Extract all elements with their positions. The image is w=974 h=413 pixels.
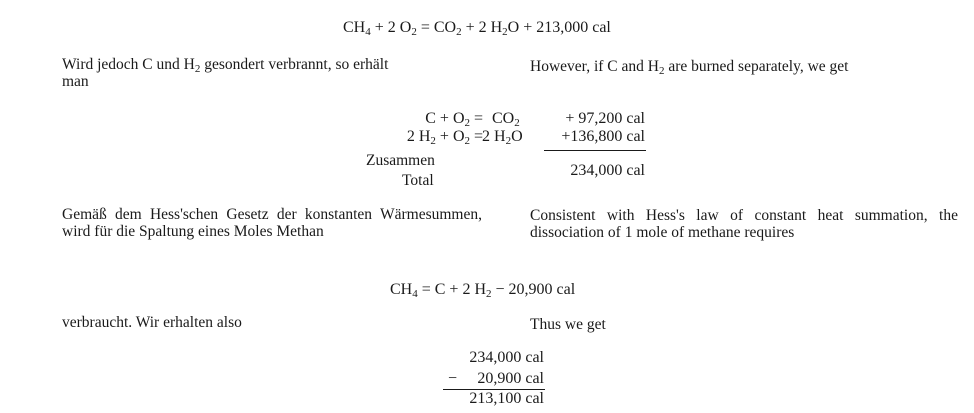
sum-underline [544,150,646,151]
paragraph-3-german: verbraucht. Wir erhalten also [62,314,242,331]
sum-label-german: Zusammen [366,152,435,169]
sum-row-1-value: + 97,200 cal [565,110,645,127]
paragraph-2-english: Consistent with Hess's law of constant heat summation, the dissociation of 1 mole of methane requires [530,207,958,241]
sum-row-2-equals: = [474,128,484,145]
sum-row-1-right: $CO_2$ [492,110,520,129]
equation-methane-combustion: $CH_4 + 2$ $O_2 = CO_2 + 2$ $H_2O + 213,000$ cal [343,19,611,38]
paragraph-1-english: However, if C and $H_2$ are burned separately, we get [530,58,849,77]
calc-line-1: 234,000 cal [469,349,544,366]
paragraph-3-english: Thus we get [530,316,606,333]
equation-methane-dissociation: $CH_4 = C + 2$ $H_2 - 20,900$ cal [390,281,576,300]
sum-label-english: Total [402,172,434,189]
calc-line-2: 20,900 cal [477,370,544,387]
calc-result: 213,100 cal [469,390,544,407]
paragraph-1-german: Wird jedoch C und $H_2$ gesondert verbrannt, so erhält man [62,56,389,90]
paragraph-2-german: Gemäß dem Hess'schen Gesetz der konstanten Wärmesummen, wird für die Spaltung eines Moles Methan [62,206,482,240]
sum-total: 234,000 cal [570,162,645,179]
sum-row-1-equals: = [474,110,484,127]
sum-row-1-left: $C + O_2$ [425,110,470,129]
sum-row-2-right: 2 $H_2O$ [482,128,523,147]
calc-minus-sign: − [448,370,458,387]
sum-row-2-left: 2 $H_2 + O_2$ [406,128,470,147]
sum-row-2-value: +136,800 cal [561,128,645,145]
